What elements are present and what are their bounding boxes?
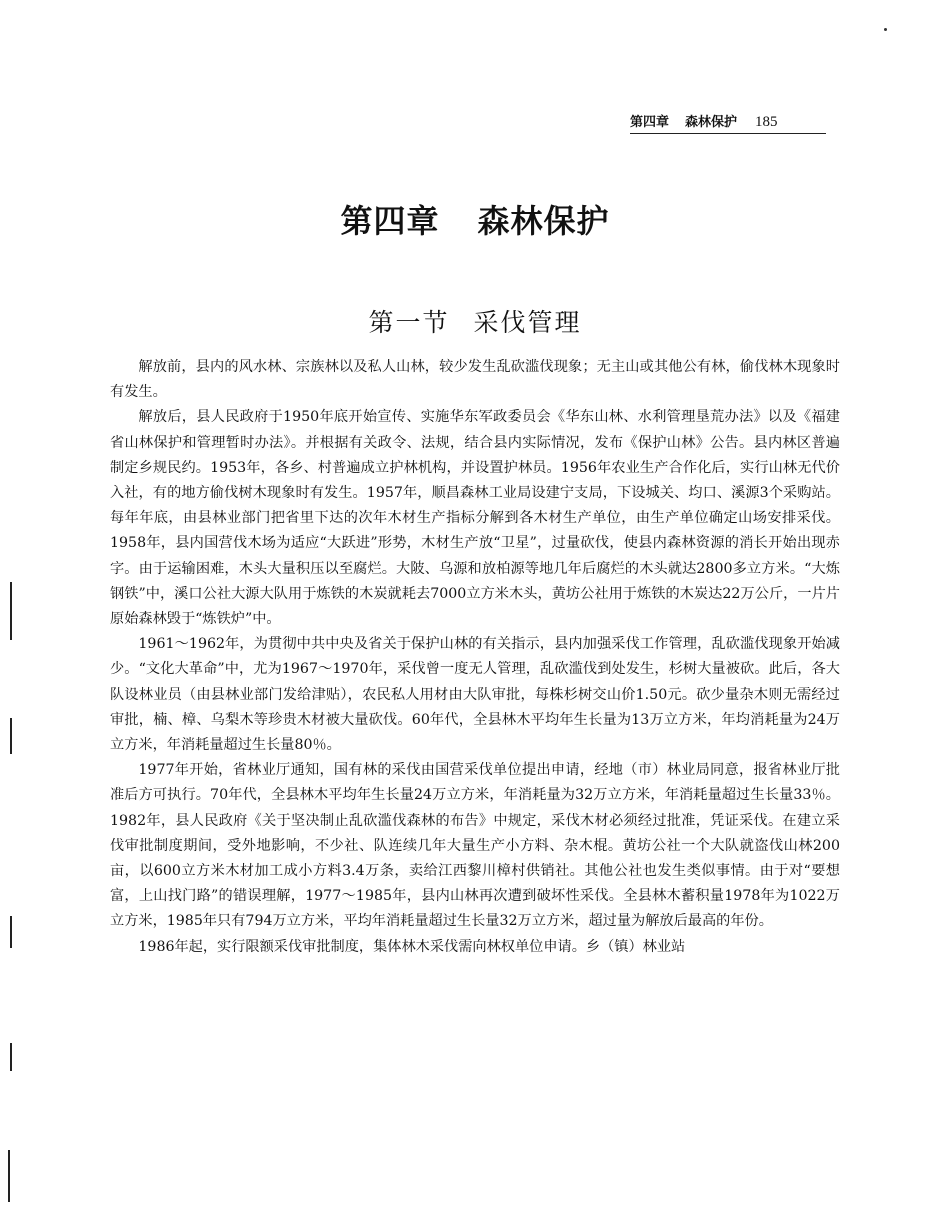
paragraph: 解放前，县内的风水林、宗族林以及私人山林，较少发生乱砍滥伐现象；无主山或其他公有林，偷伐林木现象时有发生。 (110, 359, 840, 401)
scan-margin-mark (8, 1150, 10, 1202)
paragraph: 解放后，县人民政府于1950年底开始宣传、实施华东军政委员会《华东山林、水利管理垦荒办法》以及《福建省山林保护和管理暂时办法》。并根据有关政令、法规，结合县内实际情况，发布《保护山林》公告。县内林区普遍制定乡规民约。1953年，各乡、村普遍成立护林机构，并设置护林员。1956年农业生产合作化后，实行山林无代价入社，有的地方偷伐树木现象时有发生。1957年，顺昌森林工业局设建宁支局，下设城关、均口、溪源3个采购站。每年年底，由县林业部门把省里下达的次年木材生产指标分解到各木材生产单位，由生产单位确定山场安排采伐。1958年，县内国营伐木场为适应“大跃进”形势，木材生产放“卫星”，过量砍伐，使县内森林资源的消长开始出现赤字。由于运输困难，木头大量积压以至腐烂。大陂、乌源和放柏源等地几年后腐烂的木头就达2800多立方米。“大炼钢铁”中，溪口公社大源大队用于炼铁的木炭就耗去7000立方米木头，黄坊公社用于炼铁的木炭达22万公斤，一片片原始森林毁于“炼铁炉”中。 (110, 409, 840, 628)
running-head-chapter: 第四章 (630, 115, 670, 130)
paragraph: 1977年开始，省林业厅通知，国有林的采伐由国营采伐单位提出申请，经地（市）林业局同意，报省林业厅批准后方可执行。70年代，全县林木平均年生长量24万立方米，年消耗量为32万立方米，年消耗量超过生长量33％。1982年，县人民政府《关于坚决制止乱砍滥伐森林的布告》中规定，采伐木材必须经过批准，凭证采伐。在建立采伐审批制度期间，受外地影响，不少社、队连续几年大量生产小方料、杂木棍。黄坊公社一个大队就盗伐山林200亩，以600立方米木材加工成小方料3.4万条，卖给江西黎川樟村供销社。其他公社也发生类似事情。由于对“要想富，上山找门路”的错误理解，1977～1985年，县内山林再次遭到破坏性采伐。全县林木蓄积量1978年为1022万立方米，1985年只有794万立方米，平均年消耗量超过生长量32万立方米，超过量为解放后最高的年份。 (110, 762, 840, 930)
paragraph: 1961～1962年，为贯彻中共中央及省关于保护山林的有关指示，县内加强采伐工作管理，乱砍滥伐现象开始减少。“文化大革命”中，尤为1967～1970年，采伐曾一度无人管理，乱砍滥伐到处发生，杉树大量被砍。此后，各大队设林业员（由县林业部门发给津贴），农民私人用材由大队审批，每株杉树交山价1.50元。砍少量杂木则无需经过审批，楠、樟、乌梨木等珍贵木材被大量砍伐。60年代，全县林木平均年生长量为13万立方米，年均消耗量为24万立方米，年消耗量超过生长量80％。 (110, 636, 840, 754)
section-name: 采伐管理 (473, 308, 582, 337)
section-number: 第一节 (368, 308, 450, 337)
page-number: 185 (755, 114, 778, 130)
scan-margin-mark (10, 718, 12, 754)
scan-margin-mark (10, 582, 12, 640)
section-title (0, 303, 950, 339)
body-text (110, 355, 840, 960)
scan-margin-mark (10, 916, 12, 948)
chapter-name: 森林保护 (477, 202, 610, 240)
running-head (630, 111, 826, 134)
running-head-title: 森林保护 (685, 115, 738, 130)
paragraph: 1986年起，实行限额采伐审批制度，集体林木采伐需向林权单位申请。乡（镇）林业站 (138, 938, 686, 955)
chapter-title (0, 196, 950, 242)
chapter-number: 第四章 (340, 202, 440, 240)
scan-margin-mark (10, 1043, 12, 1071)
scan-speck (884, 28, 887, 31)
